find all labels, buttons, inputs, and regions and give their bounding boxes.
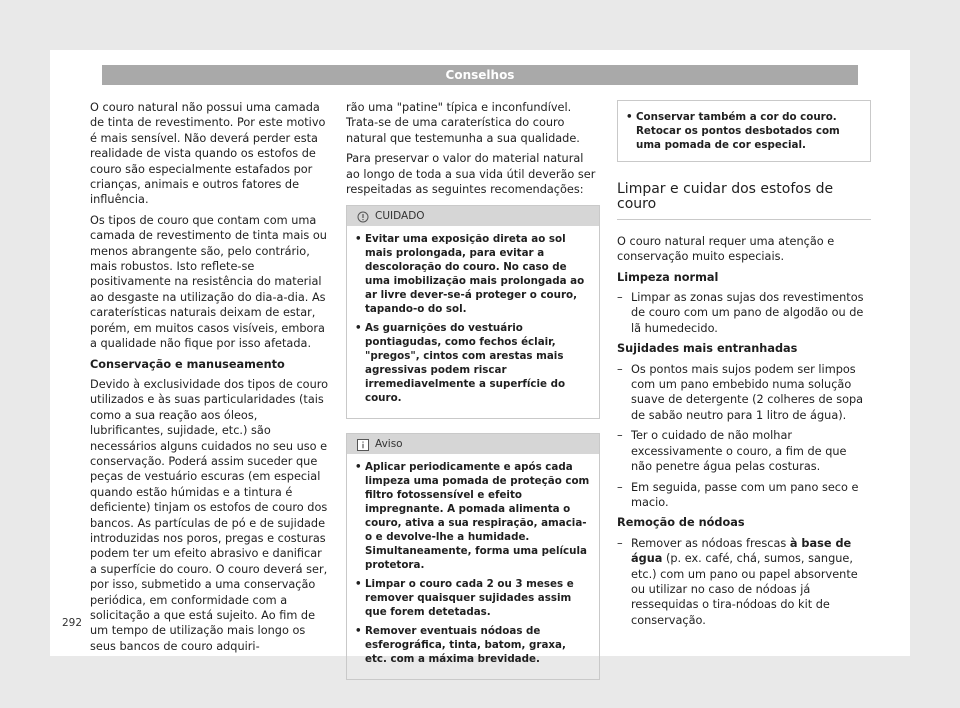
subheading: Conservação e manuseamento [90, 357, 285, 371]
list-item: – Ter o cuidado de não molhar excessivamente o couro, a fim de que não penetre água pelas costuras. [617, 429, 847, 474]
list-item: – Em seguida, passe com um pano seco e macio. [617, 480, 859, 509]
caution-label: CUIDADO [375, 210, 425, 223]
notice-box [346, 433, 600, 680]
manual-page [50, 50, 910, 666]
subheading: Remoção de nódoas [617, 516, 745, 530]
list-item: – Remover as nódoas frescas à base de água (p. ex. café, chá, sumos, sangue, etc.) com um pano ou papel absorvente ou utilizar no caso de nódoas já ressequidas o tira-nódoas do kit de conservação. [617, 536, 858, 627]
paragraph: rão uma "patine" típica e inconfundível. Trata-se de uma caraterística do couro natural que testemunha a sua qualidade. [346, 101, 580, 145]
section-title: Limpar e cuidar dos estofos de couro [617, 182, 871, 220]
paragraph: Devido à exclusividade dos tipos de couro utilizados e às suas particularidades (tais como a sua reação aos óleos, lubrificantes, sujidade, etc.) são necessários alguns cuidados no seu uso e conservação. Poderá assim suceder que peças de vestuário escuras (em especial quando estão húmidas e a tintura é deficiente) tinjam os estofos de couro dos bancos. As partículas de pó e de sujidade introduzidas nos poros, pregas e costuras podem ter um efeito abrasivo e danificar a superfície do couro. O couro deverá ser, por isso, submetido a uma conservação periódica, em conformidade com a solicitação a que está sujeito. Ao fim de um tempo de utilização mais longo os seus bancos de couro adquiri- [90, 377, 329, 653]
page-number: 292 [62, 617, 83, 629]
caution-box [346, 205, 600, 419]
list-item: • Aplicar periodicamente e após cada limpeza uma pomada de proteção com filtro fotossensível e efeito impregnante. A pomada alimenta o couro, ativa a sua respiração, amacia-o e devolve-lhe a humidade. Simultaneamente, forma uma película protetora. [355, 461, 590, 572]
notice-label: Aviso [375, 438, 403, 451]
column-right [617, 100, 871, 633]
list-item: • Conservar também a cor do couro. Retocar os pontos desbotados com uma pomada de cor especial. [626, 111, 840, 151]
list-item: • Limpar o couro cada 2 ou 3 meses e remover quaisquer sujidades assim que forem detetadas. [355, 578, 574, 619]
column-left [90, 100, 332, 659]
notice-continuation-box [617, 100, 871, 162]
list-item: • Evitar uma exposição direta ao sol mais prolongada, para evitar a descoloração do couro. No caso de uma imobilização mais prolongada ao ar livre dever-se-á proteger o couro, tapando-o do sol. [355, 233, 585, 316]
column-middle [346, 100, 600, 680]
paragraph: Para preservar o valor do material natural ao longo de toda a sua vida útil deverão ser respeitadas as seguintes recomendações: [346, 152, 596, 197]
section-header: Conselhos [102, 65, 858, 85]
notice-body [347, 454, 599, 679]
list-item: • As guarnições do vestuário pontiagudas, como fechos éclair, "pregos", cintos com arestas mais agressivas podem riscar irremediavelmente a superfície do couro. [355, 322, 566, 405]
list-item: – Os pontos mais sujos podem ser limpos com um pano embebido numa solução suave de detergente (2 colheres de sopa de sabão neutro para 1 litro de água). [617, 362, 864, 422]
paragraph: Os tipos de couro que contam com uma camada de revestimento de tinta mais ou menos abrangente são, pelo contrário, mais robustos. Isto reflete-se positivamente na resistência do material ao desgaste na utilização do dia-a-dia. As caraterísticas naturais deixam de estar, porém, em muitos casos visíveis, embora a qualidade não fique por isso afetada. [90, 213, 327, 351]
paragraph: O couro natural requer uma atenção e conservação muito especiais. [617, 234, 835, 264]
list-item: – Limpar as zonas sujas dos revestimentos de couro com um pano de algodão ou de lã humedecido. [617, 291, 864, 335]
paragraph: O couro natural não possui uma camada de tinta de revestimento. Por este motivo é mais sensível. Não deverá perder esta realidade de vista quando os estofos de couro são especialmente estafados por crianças, animais e outros fatores de influência. [90, 101, 326, 207]
caution-body [347, 226, 599, 418]
list-item: • Remover eventuais nódoas de esferográfica, tinta, batom, graxa, etc. com a máxima brevidade. [355, 625, 566, 666]
caution-header [347, 206, 599, 226]
subheading: Sujidades mais entranhadas [617, 342, 798, 356]
info-icon [357, 438, 369, 450]
caution-icon [357, 210, 369, 222]
notice-header [347, 434, 599, 454]
subheading: Limpeza normal [617, 270, 719, 284]
